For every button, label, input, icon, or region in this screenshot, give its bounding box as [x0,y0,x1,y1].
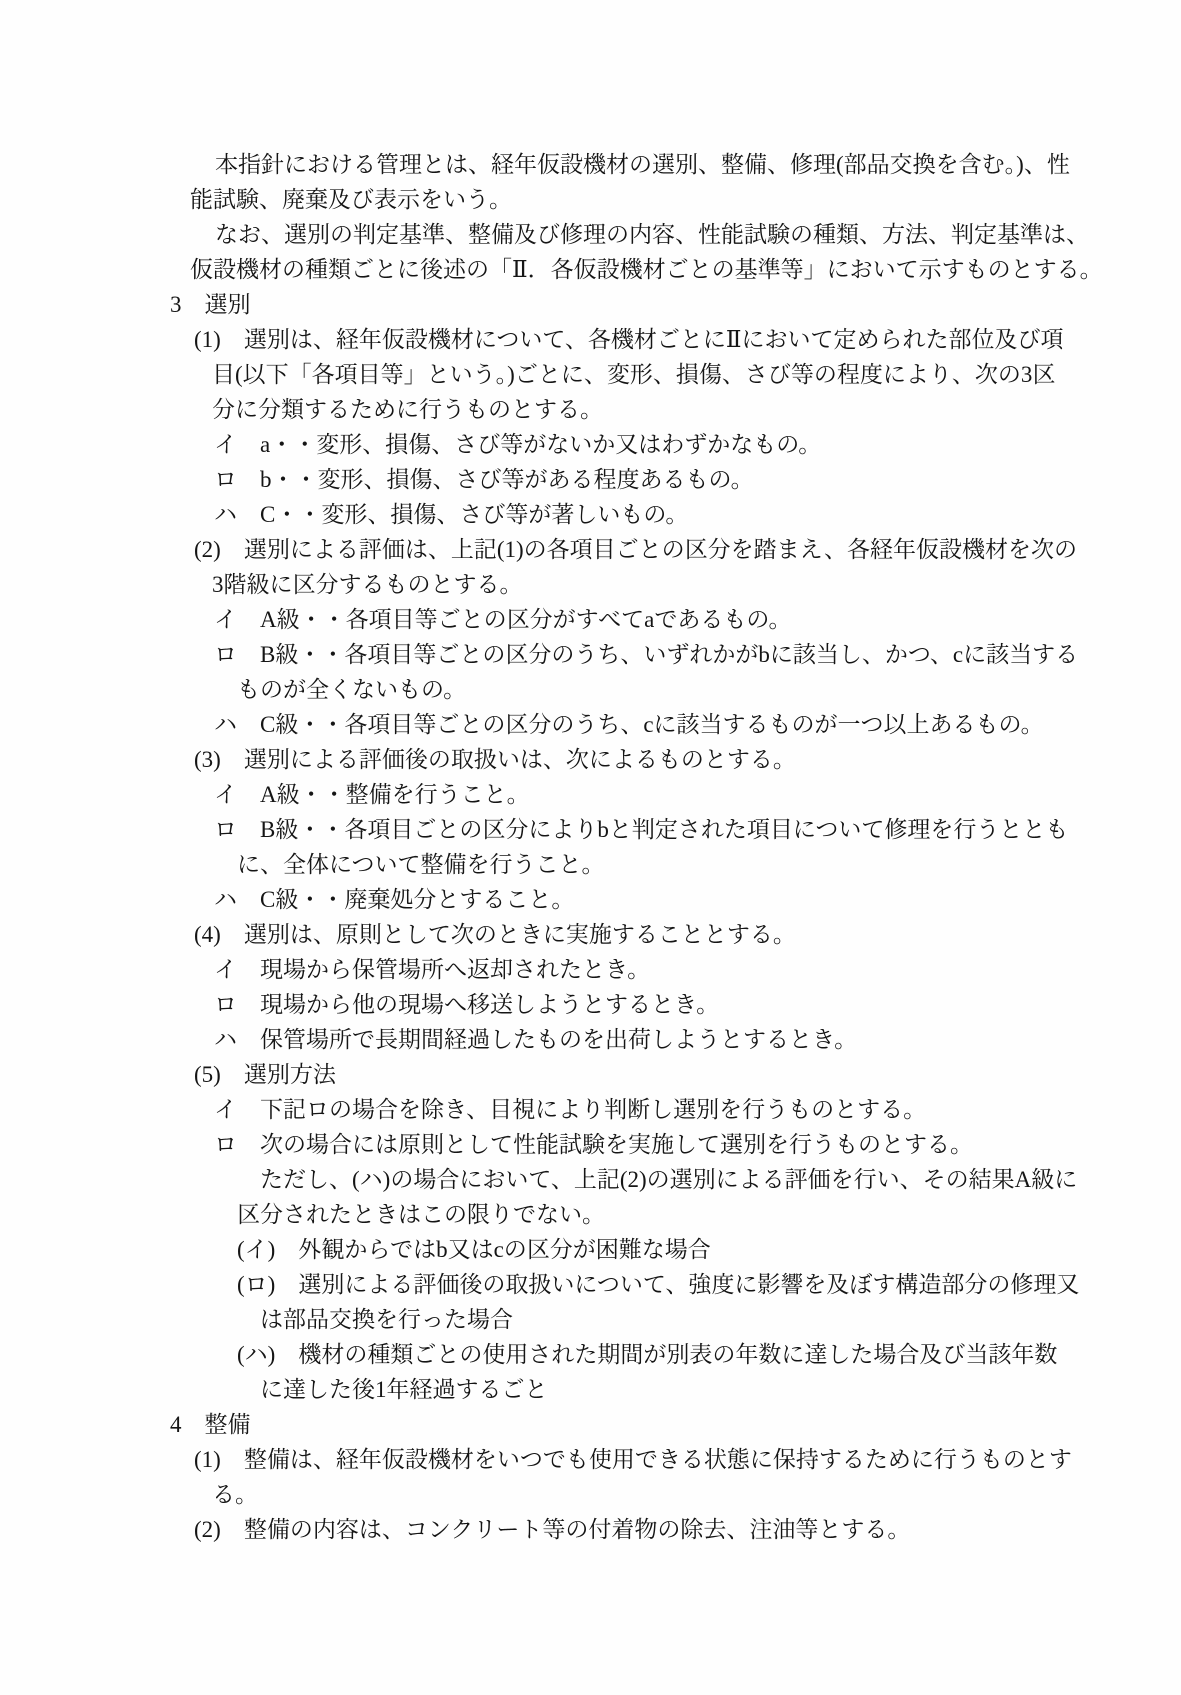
text-line: イ 現場から保管場所へ返却されたとき。 [214,957,651,982]
text-line: ロ B級・・各項目等ごとの区分のうち、いずれかがbに該当し、かつ、cに該当する [214,642,1079,667]
text-line: ハ C級・・各項目等ごとの区分のうち、cに該当するものが一つ以上あるもの。 [214,712,1044,737]
text-line: 区分されたときはこの限りでない。 [237,1202,605,1227]
text-line: 3階級に区分するものとする。 [212,572,523,597]
text-line: 目(以下「各項目等」という。)ごとに、変形、損傷、さび等の程度により、次の3区 [212,362,1056,387]
text-line: ものが全くないもの。 [237,677,467,702]
text-line: は部品交換を行った場合 [260,1307,513,1332]
text-line: る。 [212,1482,258,1507]
text-line: なお、選別の判定基準、整備及び修理の内容、性能試験の種類、方法、判定基準は、 [215,222,1089,247]
text-line: (5) 選別方法 [194,1062,336,1087]
text-line: ただし、(ハ)の場合において、上記(2)の選別による評価を行い、その結果A級に [260,1167,1078,1192]
text-line: ロ B級・・各項目ごとの区分によりbと判定された項目について修理を行うととも [214,817,1069,842]
document-body [0,147,1181,1547]
text-line: (3) 選別による評価後の取扱いは、次によるものとする。 [194,747,796,772]
text-line: 3 選別 [170,292,251,317]
text-line: イ 下記ロの場合を除き、目視により判断し選別を行うものとする。 [214,1097,927,1122]
text-line: ロ b・・変形、損傷、さび等がある程度あるもの。 [214,467,754,492]
text-line: (ハ) 機材の種類ごとの使用された期間が別表の年数に達した場合及び当該年数 [237,1342,1058,1367]
text-line: (4) 選別は、原則として次のときに実施することとする。 [194,922,796,947]
text-line: 本指針における管理とは、経年仮設機材の選別、整備、修理(部品交換を含む。)、性 [215,152,1070,177]
text-line: (イ) 外観からではb又はcの区分が困難な場合 [237,1237,711,1262]
text-line: 4 整備 [170,1412,251,1437]
text-line: (2) 整備の内容は、コンクリート等の付着物の除去、注油等とする。 [194,1517,911,1542]
text-line: ハ C級・・廃棄処分とすること。 [214,887,575,912]
text-line: (1) 整備は、経年仮設機材をいつでも使用できる状態に保持するために行うものとす [194,1447,1072,1472]
text-line: ロ 現場から他の現場へ移送しようとするとき。 [214,992,720,1017]
text-line: に達した後1年経過するごと [260,1377,548,1402]
text-line: に、全体について整備を行うこと。 [237,852,605,877]
text-line: イ A級・・整備を行うこと。 [214,782,530,807]
text-line: イ A級・・各項目等ごとの区分がすべてaであるもの。 [214,607,792,632]
text-line: 仮設機材の種類ごとに後述の「Ⅱ．各仮設機材ごとの基準等」において示すものとする。 [190,257,1103,282]
text-line: ロ 次の場合には原則として性能試験を実施して選別を行うものとする。 [214,1132,973,1157]
text-line: 能試験、廃棄及び表示をいう。 [190,187,512,212]
text-line: (ロ) 選別による評価後の取扱いについて、強度に影響を及ぼす構造部分の修理又 [237,1272,1080,1297]
text-line: (1) 選別は、経年仮設機材について、各機材ごとにⅡにおいて定められた部位及び項 [194,327,1064,352]
text-line: 分に分類するために行うものとする。 [212,397,603,422]
text-line: ハ 保管場所で長期間経過したものを出荷しようとするとき。 [214,1027,858,1052]
text-line: (2) 選別による評価は、上記(1)の各項目ごとの区分を踏まえ、各経年仮設機材を次の [194,537,1078,562]
text-line: ハ C・・変形、損傷、さび等が著しいもの。 [214,502,689,527]
text-line: イ a・・変形、損傷、さび等がないか又はわずかなもの。 [214,432,822,457]
